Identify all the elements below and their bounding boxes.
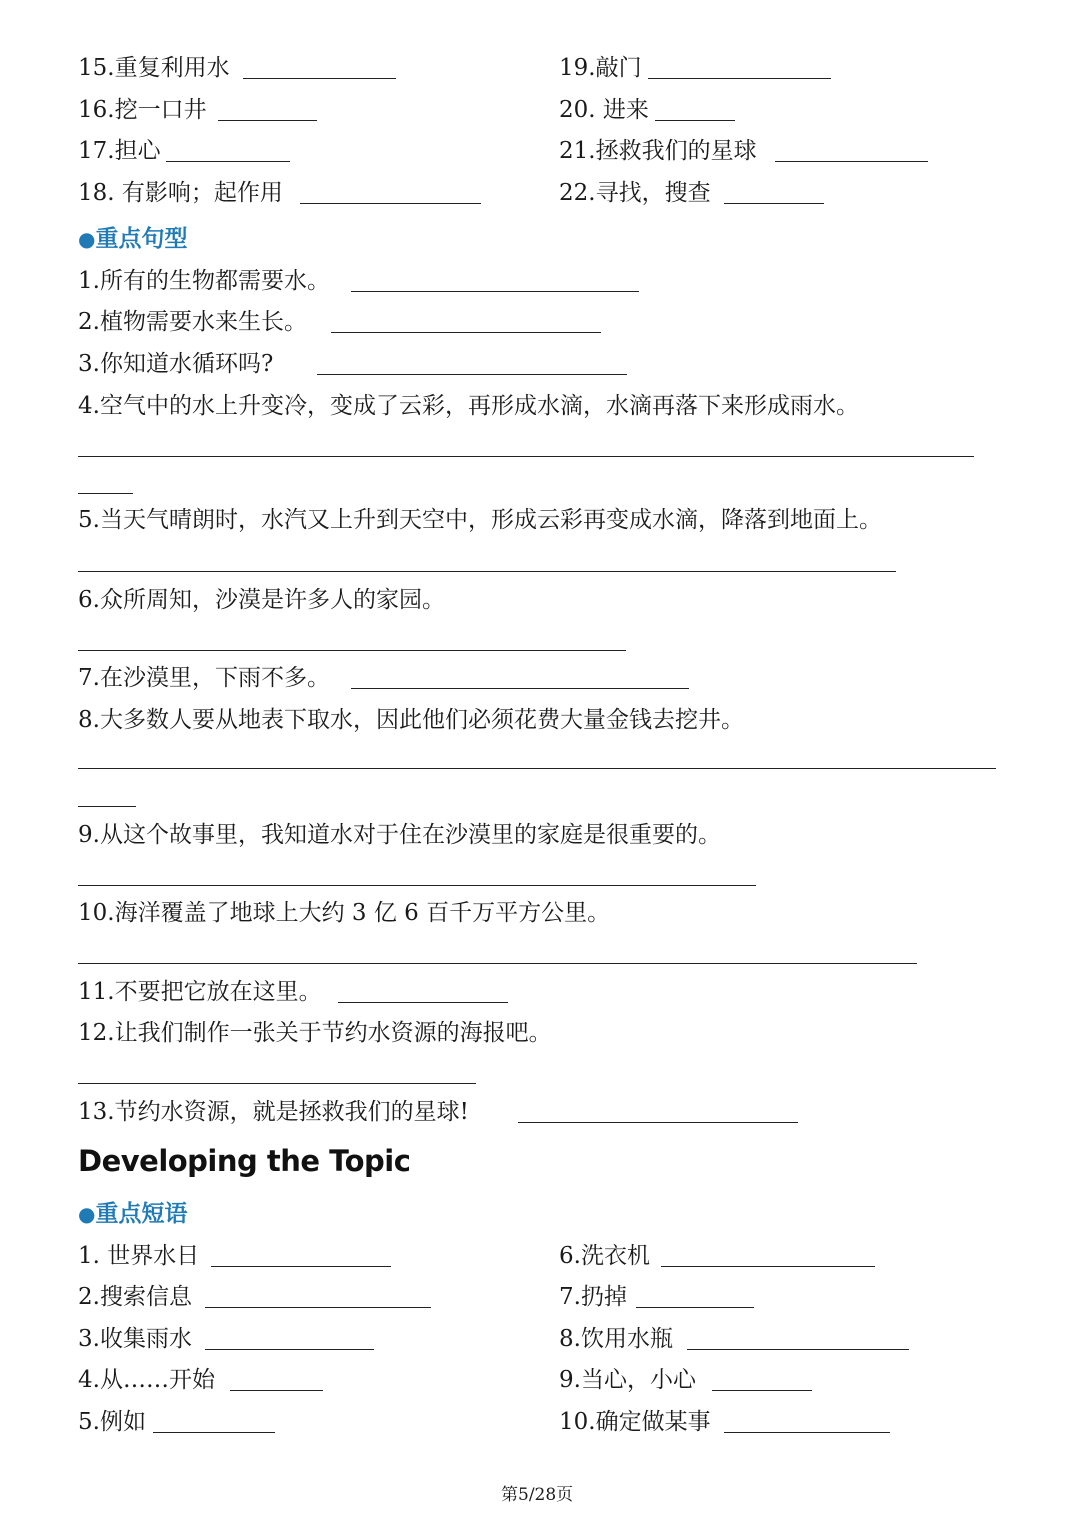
sentence-item-2: 2.植物需要水来生长。 [78, 309, 307, 335]
sentence-item-5: 5.当天气晴朗时，水汽又上升到天空中，形成云彩再变成水滴，降落到地面上。 [78, 507, 882, 533]
answer-blank[interactable] [211, 1266, 391, 1267]
bullet-icon: ● [78, 227, 96, 251]
answer-blank[interactable] [205, 1307, 431, 1308]
answer-blank[interactable] [712, 1390, 812, 1391]
sentence-item-11: 11.不要把它放在这里。 [78, 979, 322, 1005]
phrase-item-17: 17.担心 [78, 138, 161, 164]
answer-blank[interactable] [153, 1432, 275, 1433]
sentence-item-8: 8.大多数人要从地表下取水，因此他们必须花费大量金钱去挖井。 [78, 707, 744, 733]
phrase-item-22: 22.寻找，搜查 [559, 180, 711, 206]
answer-blank[interactable] [775, 161, 928, 162]
answer-blank[interactable] [724, 203, 824, 204]
answer-blank[interactable] [338, 1002, 508, 1003]
answer-blank[interactable] [78, 806, 136, 807]
sentence-item-3: 3.你知道水循环吗? [78, 351, 274, 377]
key-phrase-item-9: 9.当心，小心 [559, 1367, 696, 1393]
answer-blank[interactable] [230, 1390, 323, 1391]
sentence-item-6: 6.众所周知，沙漠是许多人的家园。 [78, 587, 445, 613]
answer-blank[interactable] [724, 1432, 890, 1433]
phrase-item-18: 18. 有影响；起作用 [78, 180, 283, 206]
answer-blank[interactable] [205, 1349, 374, 1350]
answer-blank[interactable] [351, 688, 689, 689]
sentence-item-1: 1.所有的生物都需要水。 [78, 268, 330, 294]
answer-blank[interactable] [636, 1307, 754, 1308]
answer-blank[interactable] [78, 1083, 476, 1084]
answer-blank[interactable] [331, 332, 601, 333]
sentence-item-10: 10.海洋覆盖了地球上大约 3 亿 6 百千万平方公里。 [78, 900, 611, 926]
answer-blank[interactable] [687, 1349, 909, 1350]
key-phrase-item-4: 4.从……开始 [78, 1367, 215, 1393]
answer-blank[interactable] [218, 120, 317, 121]
answer-blank[interactable] [351, 291, 639, 292]
answer-blank[interactable] [78, 650, 626, 651]
sentence-item-9: 9.从这个故事里，我知道水对于住在沙漠里的家庭是很重要的。 [78, 822, 721, 848]
key-phrase-item-1: 1. 世界水日 [78, 1243, 200, 1269]
key-phrase-item-5: 5.例如 [78, 1409, 146, 1435]
answer-blank[interactable] [300, 203, 481, 204]
answer-blank[interactable] [78, 571, 896, 572]
phrase-item-19: 19.敲门 [559, 55, 642, 81]
key-sentences-heading-text: 重点句型 [95, 226, 188, 252]
answer-blank[interactable] [78, 456, 974, 457]
key-phrase-item-6: 6.洗衣机 [559, 1243, 650, 1269]
key-phrase-item-10: 10.确定做某事 [559, 1409, 711, 1435]
answer-blank[interactable] [243, 78, 396, 79]
section-title: Developing the Topic [78, 1144, 411, 1178]
phrase-item-16: 16.挖一口井 [78, 97, 207, 123]
phrase-item-20: 20. 进来 [559, 97, 649, 123]
answer-blank[interactable] [78, 493, 133, 494]
answer-blank[interactable] [78, 963, 917, 964]
key-phrase-item-3: 3.收集雨水 [78, 1326, 192, 1352]
sentence-item-12: 12.让我们制作一张关于节约水资源的海报吧。 [78, 1020, 552, 1046]
phrase-item-15: 15.重复利用水 [78, 55, 230, 81]
sentence-item-4: 4.空气中的水上升变冷，变成了云彩，再形成水滴，水滴再落下来形成雨水。 [78, 393, 859, 419]
key-phrases-heading [78, 1200, 187, 1228]
answer-blank[interactable] [317, 374, 627, 375]
key-sentences-heading [78, 225, 187, 253]
answer-blank[interactable] [518, 1122, 798, 1123]
key-phrases-heading-text: 重点短语 [95, 1201, 188, 1227]
key-phrase-item-7: 7.扔掉 [559, 1284, 627, 1310]
bullet-icon: ● [78, 1202, 96, 1226]
answer-blank[interactable] [78, 885, 756, 886]
answer-blank[interactable] [655, 120, 735, 121]
answer-blank[interactable] [648, 78, 831, 79]
sentence-item-13: 13.节约水资源，就是拯救我们的星球! [78, 1099, 469, 1125]
sentence-item-7: 7.在沙漠里，下雨不多。 [78, 665, 330, 691]
answer-blank[interactable] [166, 161, 290, 162]
page-number: 第5/28页 [501, 1485, 574, 1505]
answer-blank[interactable] [661, 1266, 875, 1267]
phrase-item-21: 21.拯救我们的星球 [559, 138, 757, 164]
key-phrase-item-2: 2.搜索信息 [78, 1284, 192, 1310]
key-phrase-item-8: 8.饮用水瓶 [559, 1326, 673, 1352]
answer-blank[interactable] [78, 768, 996, 769]
